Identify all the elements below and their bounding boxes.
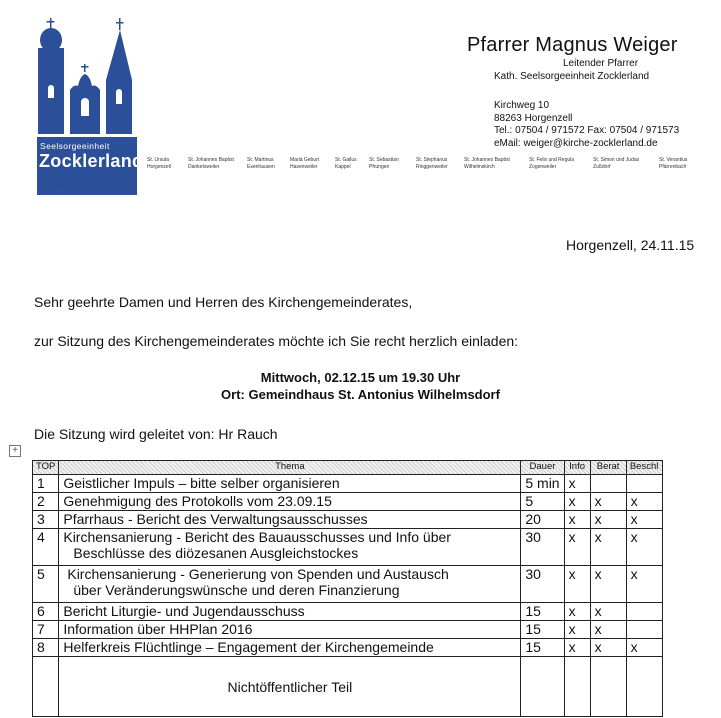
cell-top: 4 xyxy=(33,529,59,566)
cell-thema xyxy=(59,529,521,566)
table-row xyxy=(33,603,663,621)
sender-city: 88263 Horgenzell xyxy=(494,113,573,124)
table-row xyxy=(33,493,663,511)
cell-top: 7 xyxy=(33,621,59,639)
logo-url: kirche-zocklerland.de xyxy=(38,180,124,190)
cell-info: x xyxy=(564,511,590,529)
table-row xyxy=(33,511,663,529)
parish-item: St. Martinus Esenhausen xyxy=(247,157,275,170)
cell-beschl xyxy=(626,475,662,493)
col-header-thema: Thema xyxy=(59,461,521,475)
cell-info: x xyxy=(564,529,590,566)
cell-top: 2 xyxy=(33,493,59,511)
parish-item: St. Johannes Baptist Wilhelmskirch xyxy=(464,157,510,170)
church-logo-icon xyxy=(34,18,138,138)
cell-top: 3 xyxy=(33,511,59,529)
col-header-top: TOP xyxy=(33,461,59,475)
cell-dauer xyxy=(521,657,564,717)
cell-thema-line1: Kirchensanierung - Generierung von Spenden und Austausch xyxy=(67,566,449,582)
sender-org: Kath. Seelsorgeeinheit Zocklerland xyxy=(494,71,650,82)
table-row xyxy=(33,566,663,603)
cell-berat: x xyxy=(590,621,626,639)
cell-thema: Information über HHPlan 2016 xyxy=(59,621,521,639)
cell-beschl xyxy=(626,621,662,639)
table-row xyxy=(33,529,663,566)
cell-berat: x xyxy=(590,566,626,603)
cell-thema: Geistlicher Impuls – bitte selber organisieren xyxy=(59,475,521,493)
cell-top xyxy=(33,657,59,717)
parish-item: Mariä Geburt Hasenweiler xyxy=(290,157,320,170)
parish-item: St. Johannes Baptist Danketsweiler xyxy=(188,157,234,170)
cell-dauer: 15 xyxy=(521,639,564,657)
parish-item: St. Stephanus Ringgenweiler xyxy=(416,157,448,170)
col-header-info: Info xyxy=(564,461,590,475)
cell-info: x xyxy=(564,603,590,621)
private-section-label: Nichtöffentlicher Teil xyxy=(227,678,353,695)
cell-top: 5 xyxy=(33,566,59,603)
cell-thema-line2: Beschlüsse des diözesanen Ausgleichstockes xyxy=(73,545,359,561)
sender-name: Pfarrer Magnus Weiger xyxy=(467,34,678,56)
parish-item: St. Sebastian Pfrungen xyxy=(369,157,399,170)
parish-item: St. Felix und Regula Zogenweiler xyxy=(529,157,575,170)
cell-dauer: 15 xyxy=(521,603,564,621)
meeting-location: Ort: Gemeindhaus St. Antonius Wilhelmsdorf xyxy=(221,387,500,402)
parish-item: St. Gallus Kappel xyxy=(335,157,357,170)
cell-berat xyxy=(590,475,626,493)
table-row xyxy=(33,475,663,493)
cell-dauer: 30 xyxy=(521,529,564,566)
salutation: Sehr geehrte Damen und Herren des Kirchengemeinderates, xyxy=(34,294,413,310)
cell-thema xyxy=(59,566,521,603)
parish-item: St. Ursula Horgenzell xyxy=(147,157,171,170)
chair-text: Die Sitzung wird geleitet von: Hr Rauch xyxy=(34,426,278,442)
cell-beschl: x xyxy=(626,511,662,529)
table-row xyxy=(33,621,663,639)
cell-berat: x xyxy=(590,639,626,657)
cell-top: 6 xyxy=(33,603,59,621)
cell-info xyxy=(564,657,590,717)
sender-phone: Tel.: 07504 / 971572 Fax: 07504 / 971573 xyxy=(494,125,680,136)
logo-subtitle: Seelsorgeeinheit xyxy=(40,141,110,151)
parish-logo xyxy=(34,18,144,198)
sender-street: Kirchweg 10 xyxy=(494,100,550,111)
sender-role: Leitender Pfarrer xyxy=(563,58,639,69)
cell-info: x xyxy=(564,475,590,493)
cell-dauer: 20 xyxy=(521,511,564,529)
sender-email: eMail: weiger@kirche-zocklerland.de xyxy=(494,138,658,149)
cell-beschl: x xyxy=(626,639,662,657)
table-move-handle-icon[interactable]: + xyxy=(9,445,21,457)
cell-top: 1 xyxy=(33,475,59,493)
table-row xyxy=(33,639,663,657)
cell-top: 8 xyxy=(33,639,59,657)
table-header-row xyxy=(33,461,663,475)
cell-info: x xyxy=(564,621,590,639)
cell-beschl: x xyxy=(626,493,662,511)
agenda-table xyxy=(32,460,663,717)
cell-dauer: 5 min xyxy=(521,475,564,493)
cell-berat: x xyxy=(590,493,626,511)
intro-text: zur Sitzung des Kirchengemeinderates möchte ich Sie recht herzlich einladen: xyxy=(34,333,519,349)
cell-beschl: x xyxy=(626,529,662,566)
cell-thema: Bericht Liturgie- und Jugendausschuss xyxy=(59,603,521,621)
cell-thema xyxy=(59,657,521,717)
cell-dauer: 5 xyxy=(521,493,564,511)
meeting-date: Mittwoch, 02.12.15 um 19.30 Uhr xyxy=(260,370,461,385)
col-header-dauer: Dauer xyxy=(521,461,564,475)
cell-beschl xyxy=(626,603,662,621)
cell-berat: x xyxy=(590,603,626,621)
parish-item: St. Simon und Judas Zußdorf xyxy=(593,157,640,170)
cell-berat xyxy=(590,657,626,717)
parish-list xyxy=(147,157,707,177)
cell-thema-line2: über Veränderungswünsche und deren Finanzierung xyxy=(73,582,400,598)
place-date: Horgenzell, 24.11.15 xyxy=(566,237,695,253)
cell-info: x xyxy=(564,639,590,657)
cell-info: x xyxy=(564,566,590,603)
cell-thema-line1: Kirchensanierung - Bericht des Bauausschusses und Info über xyxy=(63,529,451,545)
logo-title: Zocklerland xyxy=(39,151,144,171)
col-header-beschl: Beschl xyxy=(626,461,662,475)
cell-berat: x xyxy=(590,529,626,566)
cell-dauer: 15 xyxy=(521,621,564,639)
cell-thema: Genehmigung des Protokolls vom 23.09.15 xyxy=(59,493,521,511)
col-header-berat: Berat xyxy=(590,461,626,475)
cell-dauer: 30 xyxy=(521,566,564,603)
cell-thema: Helferkreis Flüchtlinge – Engagement der Kirchengemeinde xyxy=(59,639,521,657)
private-section-row xyxy=(33,657,663,717)
parish-item: St. Verantius Pfärrenbach xyxy=(659,157,688,170)
cell-info: x xyxy=(564,493,590,511)
cell-beschl: x xyxy=(626,566,662,603)
cell-berat: x xyxy=(590,511,626,529)
cell-beschl xyxy=(626,657,662,717)
cell-thema: Pfarrhaus - Bericht des Verwaltungsausschusses xyxy=(59,511,521,529)
